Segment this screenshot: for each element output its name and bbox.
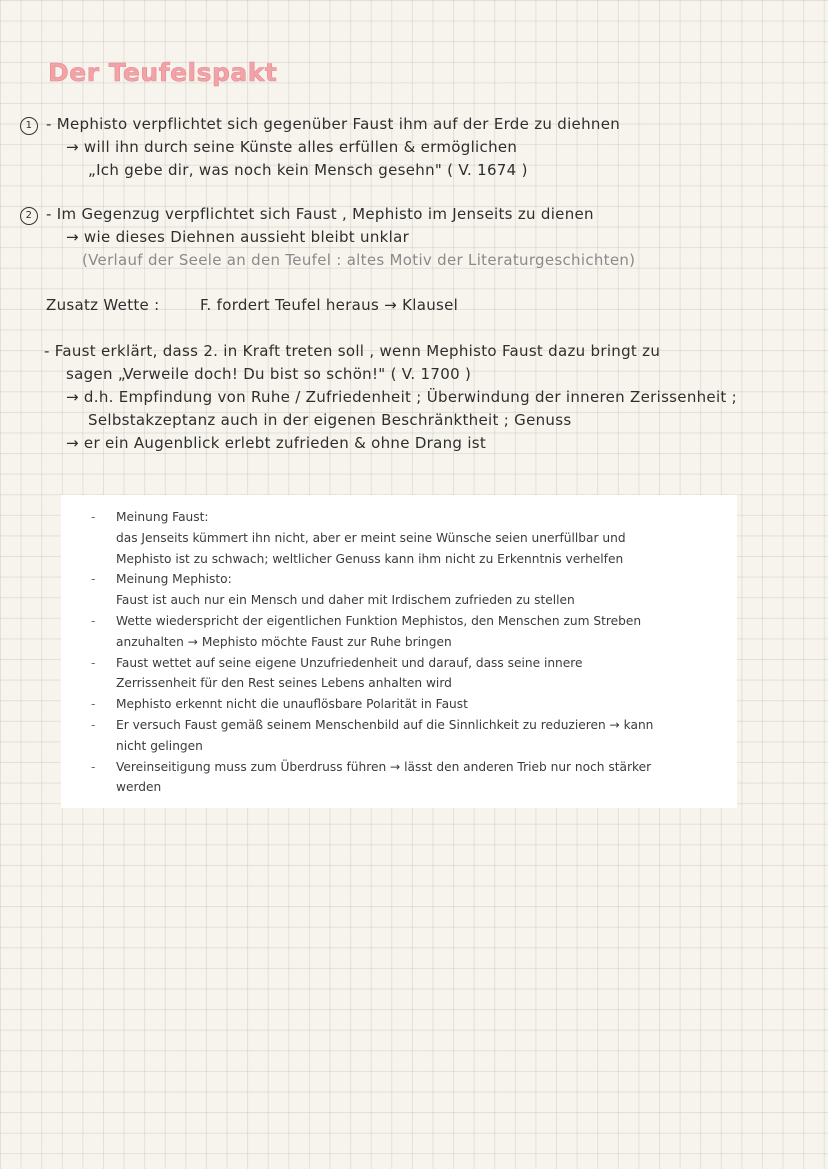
number-1-badge: 1: [20, 117, 38, 135]
list-item-text: - Mephisto erkennt nicht die unauflösbare Polarität in Faust: [116, 697, 468, 712]
list-item: [91, 653, 707, 695]
note-line: → will ihn durch seine Künste alles erfüllen & ermöglichen: [66, 138, 518, 156]
note-quote: sagen „Verweile doch! Du bist so schön!" ( V. 1700 ): [66, 365, 472, 383]
page-title: Der Teufelspakt: [48, 58, 278, 87]
list-item-text: - Meinung Mephisto:: [116, 572, 232, 587]
list-item-text: werden: [116, 780, 162, 795]
list-item: [91, 569, 707, 611]
list-item-text: nicht gelingen: [116, 738, 203, 753]
note-line: - Faust erklärt, dass 2. in Kraft treten soll , wenn Mephisto Faust dazu bringt zu: [44, 342, 661, 360]
list-item-text: - Vereinseitigung muss zum Überdruss führen → lässt den anderen Trieb nur noch stärker: [116, 759, 652, 774]
list-item: [91, 757, 707, 799]
zusatz-label: Zusatz Wette :: [46, 296, 160, 314]
summary-list: [61, 495, 737, 798]
note-line: → wie dieses Diehnen aussieht bleibt unklar: [66, 228, 410, 246]
list-item-text: Mephisto ist zu schwach; weltlicher Genuss kann ihm nicht zu Erkenntnis verhelfen: [116, 551, 624, 566]
note-aside: (Verlauf der Seele an den Teufel : altes Motiv der Literaturgeschichten): [82, 251, 636, 269]
note-point-2: [20, 205, 594, 225]
list-item: [91, 715, 707, 757]
list-item-text: - Meinung Faust:: [116, 510, 209, 524]
list-item-text: - Faust wettet auf seine eigene Unzufriedenheit und darauf, dass seine innere: [116, 655, 583, 670]
note-line: Selbstakzeptanz auch in der eigenen Beschränktheit ; Genuss: [88, 411, 572, 429]
list-item-text: - Er versuch Faust gemäß seinem Menschenbild auf die Sinnlichkeit zu reduzieren → kann: [116, 717, 654, 732]
number-2-badge: 2: [20, 207, 38, 225]
list-item-text: Zerrissenheit für den Rest seines Lebens anhalten wird: [116, 676, 452, 691]
list-item-text: Faust ist auch nur ein Mensch und daher mit Irdischem zufrieden zu stellen: [116, 593, 575, 608]
list-item: [91, 507, 707, 569]
list-item: [91, 611, 707, 653]
list-item-text: das Jenseits kümmert ihn nicht, aber er meint seine Wünsche seien unerfüllbar und: [116, 530, 626, 545]
note-line: → er ein Augenblick erlebt zufrieden & ohne Drang ist: [66, 434, 487, 452]
zusatz-text: F. fordert Teufel heraus → Klausel: [200, 296, 459, 314]
note-line: - Im Gegenzug verpflichtet sich Faust , Mephisto im Jenseits zu dienen: [46, 205, 594, 223]
note-line: → d.h. Empfindung von Ruhe / Zufriedenheit ; Überwindung der inneren Zerissenheit ;: [66, 388, 738, 406]
note-quote: „Ich gebe dir, was noch kein Mensch gesehn" ( V. 1674 ): [88, 161, 528, 179]
note-line: - Mephisto verpflichtet sich gegenüber Faust ihm auf der Erde zu diehnen: [46, 115, 621, 133]
list-item-text: anzuhalten → Mephisto möchte Faust zur Ruhe bringen: [116, 634, 452, 649]
list-item-text: - Wette wiederspricht der eigentlichen Funktion Mephistos, den Menschen zum Streben: [116, 613, 642, 628]
note-point-1: [20, 115, 620, 135]
list-item: [91, 694, 707, 715]
summary-box: [61, 495, 737, 808]
